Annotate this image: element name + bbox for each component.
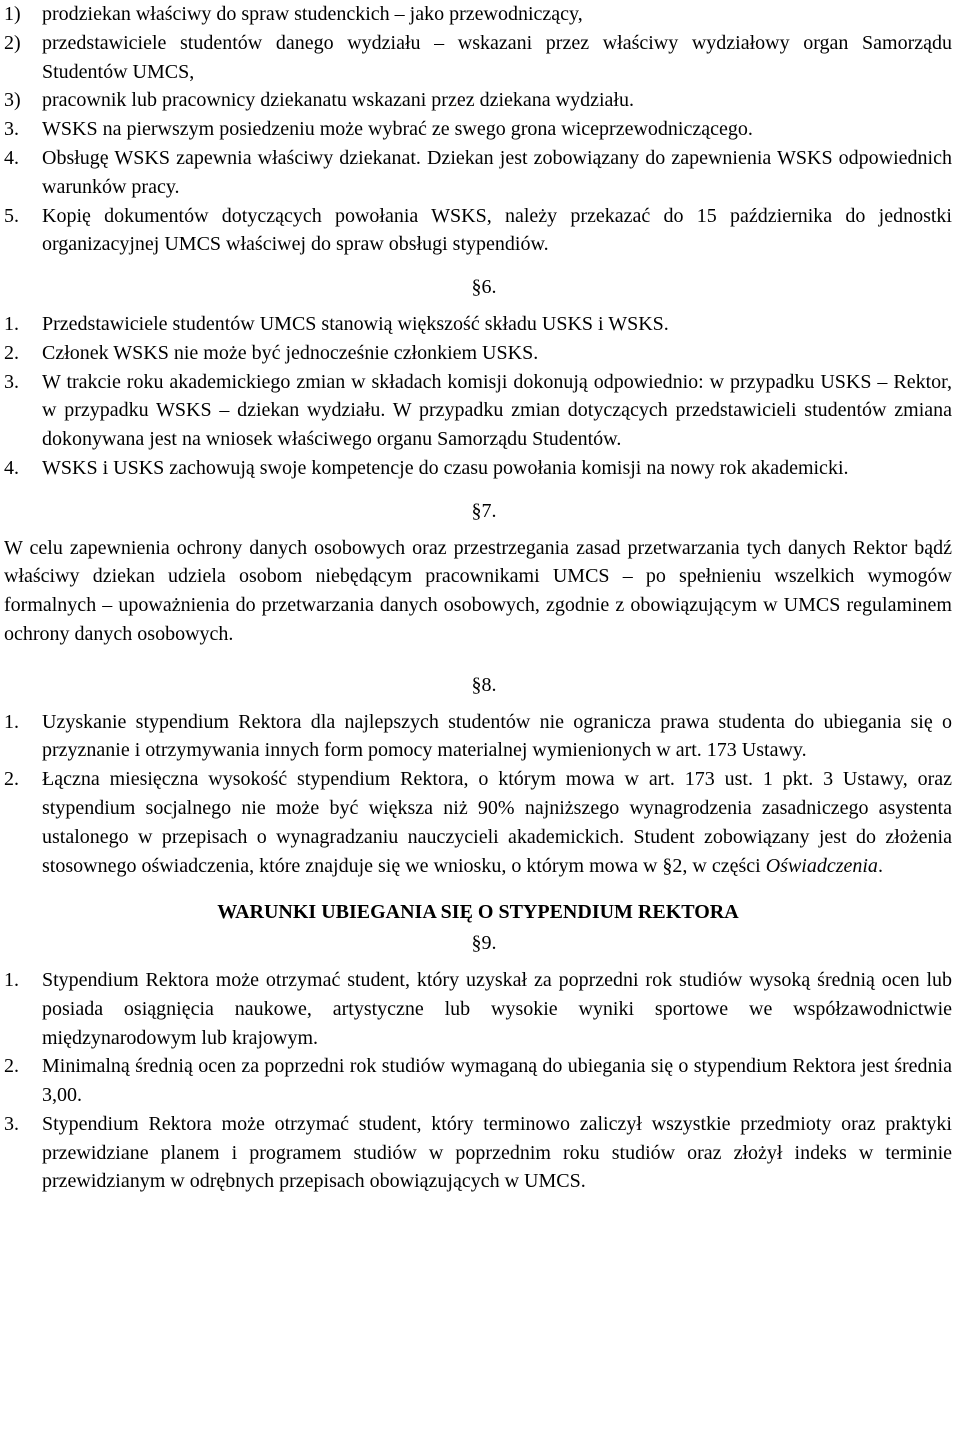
- item-number: 3.: [4, 1112, 19, 1135]
- item-text: przedstawiciele studentów danego wydziału – wskazani przez właściwy wydziałowy organ Samorządu Studentów UMCS,: [42, 31, 952, 83]
- section-number-9: §9.: [471, 932, 497, 955]
- list-item: [4, 86, 952, 115]
- item-text: prodziekan właściwy do spraw studenckich – jako przewodniczący,: [42, 3, 583, 25]
- item-text: W trakcie roku akademickiego zmian w składach komisji dokonują odpowiednio: w przypadku USKS – Rektor, w przypadku WSKS – dziekan wydziału. W przypadku zmian dotyczących przedstawicieli studentów zmiana dokonywana jest na wniosek właściwego organu Samorządu Studentów.: [42, 370, 952, 451]
- item-number: 2): [4, 31, 21, 54]
- item-text: Łączna miesięczna wysokość stypendium Rektora, o którym mowa w art. 173 ust. 1 pkt. 3 Ustawy, oraz stypendium socjalnego nie może być większa niż 90% najniższego wynagrodzenia zasadniczego asystenta ustalonego w przepisach o wynagradzaniu nauczycieli akademickich. Student zobowiązany jest do złożenia stosownego oświadczenia, które znajduje się we wniosku, o którym mowa w §2, w części: [42, 768, 952, 877]
- item-number: 4.: [4, 456, 19, 479]
- list-item: [4, 202, 952, 260]
- item-text: Kopię dokumentów dotyczących powołania WSKS, należy przekazać do 15 października do jednostki organizacyjnej UMCS właściwej do spraw obsługi stypendiów.: [42, 204, 952, 256]
- item-number: 3.: [4, 370, 19, 393]
- list-item: [4, 115, 952, 144]
- item-text: Przedstawiciele studentów UMCS stanowią większość składu USKS i WSKS.: [42, 312, 669, 335]
- emphasized-term: Oświadczenia: [765, 854, 878, 877]
- item-number: 2.: [4, 341, 19, 364]
- list-item: [4, 765, 952, 880]
- item-text: Stypendium Rektora może otrzymać student, który uzyskał za poprzedni rok studiów wysoką średnią ocen lub posiada osiągnięcia naukowe, artystyczne lub wysokie wyniki sportowe we współzawodnictwie międzynarodowym lub krajowym.: [42, 968, 952, 1049]
- list-item: [4, 1110, 952, 1196]
- section-7-paragraph: W celu zapewnienia ochrony danych osobowych oraz przestrzegania zasad przetwarzania tych danych Rektor bądź właściwy dziekan udziela osobom niebędącym pracownikami UMCS – po spełnieniu wszelkich wymogów formalnych – upoważnienia do przetwarzania danych osobowych, zgodnie z obowiązującym w UMCS regulaminem ochrony danych osobowych.: [4, 536, 952, 645]
- list-item: [4, 144, 952, 202]
- member-list: [4, 0, 952, 115]
- item-text: Uzyskanie stypendium Rektora dla najlepszych studentów nie ogranicza prawa studenta do ubiegania się o przyznanie i otrzymywania innych form pomocy materialnej wymienionych w art. 173 Ustawy.: [42, 710, 952, 762]
- section-6: [4, 310, 952, 483]
- item-text: WSKS i USKS zachowują swoje kompetencje do czasu powołania komisji na nowy rok akademicki.: [42, 456, 849, 479]
- item-number: 1.: [4, 312, 19, 335]
- section-number-6: §6.: [471, 276, 497, 299]
- list-item: [4, 1052, 952, 1110]
- item-text: WSKS na pierwszym posiedzeniu może wybrać ze swego grona wiceprzewodniczącego.: [42, 118, 753, 141]
- list-item: [4, 310, 952, 339]
- list-item: [4, 966, 952, 1052]
- list-item: [4, 29, 952, 87]
- list-item: [4, 0, 952, 29]
- section-number-7: §7.: [471, 499, 497, 522]
- item-number: 2.: [4, 768, 19, 791]
- list-item: [4, 708, 952, 766]
- item-text: Stypendium Rektora może otrzymać student, który terminowo zaliczył wszystkie przedmioty oraz praktyki przewidziane planem i programem studiów w poprzednim roku studiów oraz złożył indeks w terminie przewidzianym w odrębnych przepisach obowiązujących w UMCS.: [42, 1112, 952, 1193]
- item-number: 3.: [4, 118, 19, 141]
- section-8: [4, 708, 952, 881]
- item-text: Obsługę WSKS zapewnia właściwy dziekanat. Dziekan jest zobowiązany do zapewnienia WSKS odpowiednich warunków pracy.: [42, 146, 952, 198]
- item-number: 5.: [4, 204, 19, 227]
- section-heading: WARUNKI UBIEGANIA SIĘ O STYPENDIUM REKTORA: [217, 901, 739, 924]
- item-number: 4.: [4, 146, 19, 169]
- section-number-8: §8.: [471, 673, 497, 696]
- list-item: [4, 368, 952, 454]
- list-item: [4, 454, 952, 483]
- item-tail: .: [877, 854, 883, 877]
- item-text: Członek WSKS nie może być jednocześnie członkiem USKS.: [42, 341, 539, 364]
- item-number: 3): [4, 89, 21, 112]
- item-number: 1): [4, 3, 21, 25]
- item-text: Minimalną średnią ocen za poprzedni rok studiów wymaganą do ubiegania się o stypendium Rektora jest średnia 3,00.: [42, 1055, 952, 1107]
- list-item: [4, 339, 952, 368]
- item-text: pracownik lub pracownicy dziekanatu wskazani przez dziekana wydziału.: [42, 89, 634, 112]
- item-number: 2.: [4, 1055, 19, 1078]
- section-9: [4, 966, 952, 1196]
- section-5-continuation: [4, 115, 952, 259]
- item-number: 1.: [4, 968, 19, 991]
- item-number: 1.: [4, 710, 19, 733]
